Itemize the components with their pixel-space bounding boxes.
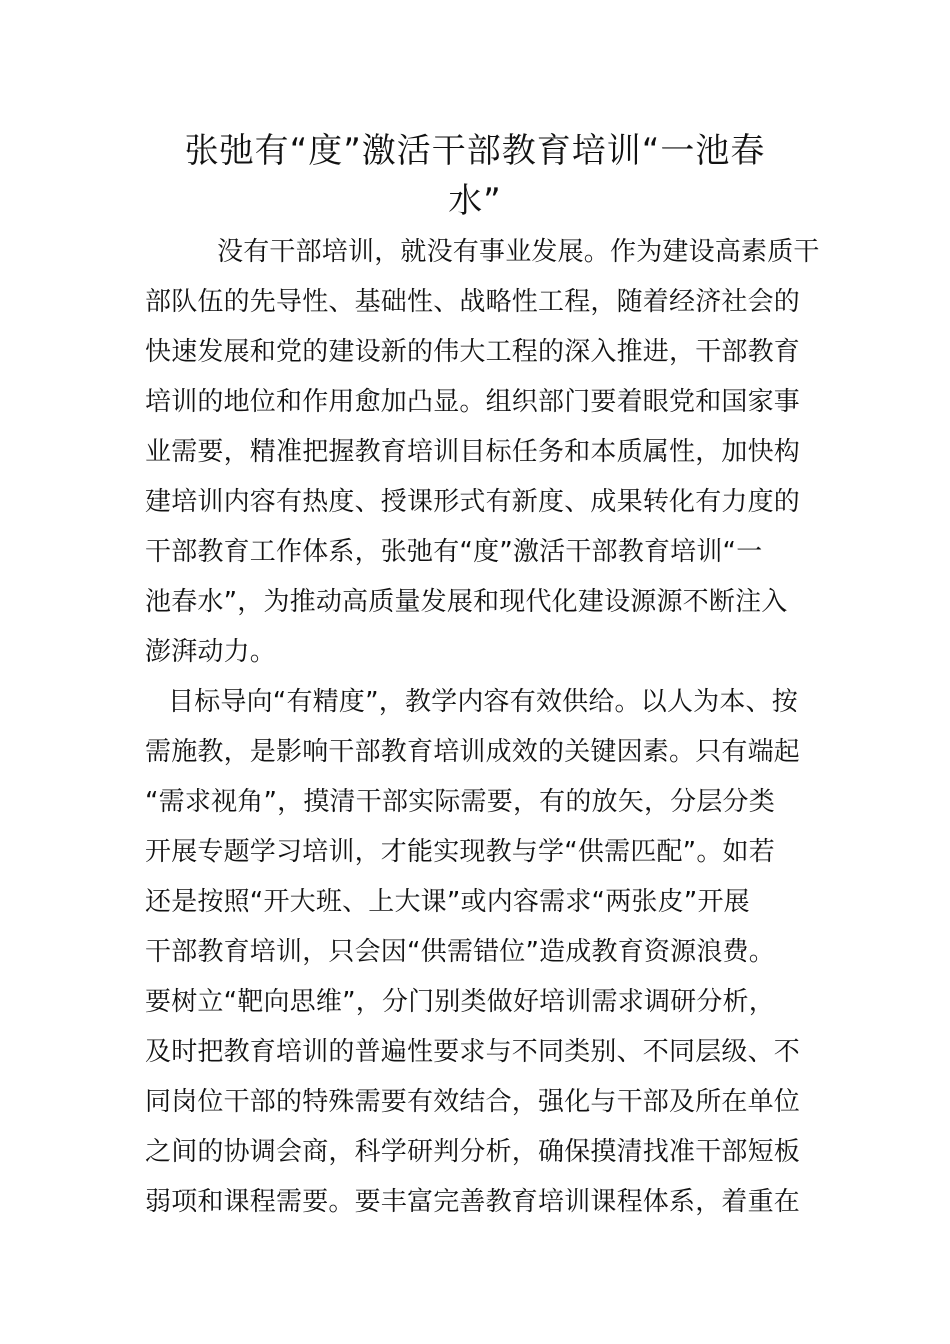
paragraph-2-line-8: 及时把教育培训的普遍性要求与不同类别、不同层级、不 — [145, 1037, 801, 1067]
paragraph-2-line-7: 要树立“靶向思维”，分门别类做好培训需求调研分析， — [145, 987, 775, 1017]
paragraph-1-line-4: 培训的地位和作用愈加凸显。组织部门要着眼党和国家事 — [145, 387, 801, 417]
document-title-line-1: 张弛有“度”激活干部教育培训“一池春 — [184, 131, 766, 171]
document-title-line-2: 水” — [448, 181, 502, 221]
paragraph-2-line-9: 同岗位干部的特殊需要有效结合，强化与干部及所在单位 — [145, 1087, 801, 1117]
paragraph-2-line-5: 还是按照“开大班、上大课”或内容需求“两张皮”开展 — [145, 887, 750, 917]
paragraph-2-line-11: 弱项和课程需要。要丰富完善教育培训课程体系，着重在 — [145, 1187, 801, 1217]
paragraph-1-line-5: 业需要，精准把握教育培训目标任务和本质属性，加快构 — [145, 437, 801, 467]
paragraph-1-line-6: 建培训内容有热度、授课形式有新度、成果转化有力度的 — [145, 487, 801, 517]
paragraph-1-line-3: 快速发展和党的建设新的伟大工程的深入推进，干部教育 — [145, 337, 801, 367]
paragraph-2-line-6: 干部教育培训，只会因“供需错位”造成教育资源浪费。 — [145, 937, 775, 967]
paragraph-2-line-10: 之间的协调会商，科学研判分析，确保摸清找准干部短板 — [145, 1137, 801, 1167]
paragraph-2-line-3: “需求视角”，摸清干部实际需要，有的放矢，分层分类 — [145, 787, 775, 817]
paragraph-2-line-1: 目标导向“有精度”，教学内容有效供给。以人为本、按 — [168, 687, 798, 717]
paragraph-1-line-2: 部队伍的先导性、基础性、战略性工程，随着经济社会的 — [145, 287, 801, 317]
paragraph-2-line-2: 需施教，是影响干部教育培训成效的关键因素。只有端起 — [145, 737, 801, 767]
paragraph-1-line-8: 池春水”，为推动高质量发展和现代化建设源源不断注入 — [145, 587, 788, 617]
paragraph-1-line-1: 没有干部培训，就没有事业发展。作为建设高素质干 — [217, 237, 820, 267]
paragraph-1-line-9: 澎湃动力。 — [145, 637, 277, 667]
paragraph-2-line-4: 开展专题学习培训，才能实现教与学“供需匹配”。如若 — [145, 837, 775, 867]
paragraph-1-line-7: 干部教育工作体系，张弛有“度”激活干部教育培训“一 — [145, 537, 763, 567]
